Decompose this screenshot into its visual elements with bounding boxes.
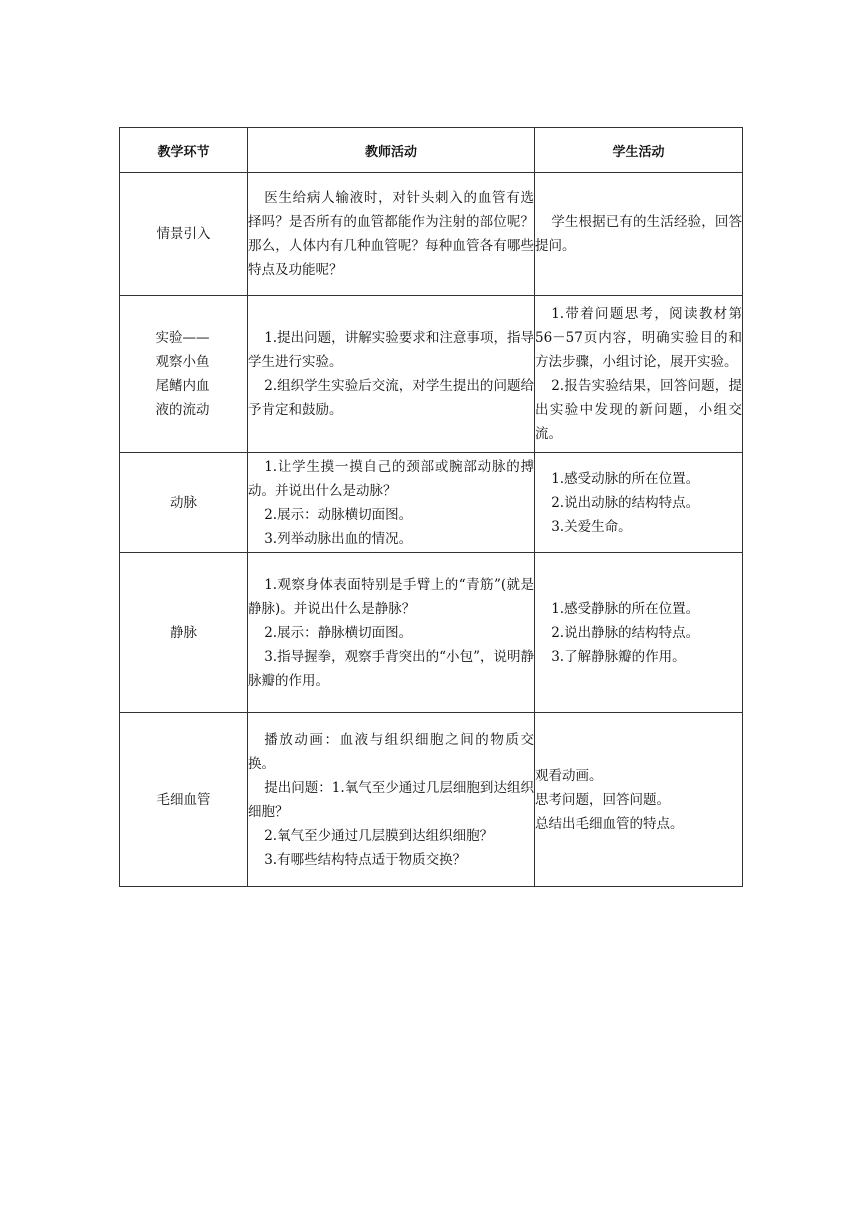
- teacher-paragraph: 播放动画：血液与组织细胞之间的物质交换。: [248, 731, 534, 772]
- teacher-paragraph: 医生给病人输液时，对针头刺入的血管有选择吗？是否所有的血管都能作为注射的部位呢？那么，人体内有几种血管呢？每种血管各有哪些特点及功能呢？: [248, 190, 534, 278]
- teacher-paragraph: 1.提出问题，讲解实验要求和注意事项，指导学生进行实验。: [248, 330, 534, 370]
- phase-cell: 动脉: [120, 453, 248, 553]
- phase-cell: 情景引入: [120, 173, 248, 296]
- phase-cell: 静脉: [120, 553, 248, 713]
- teacher-paragraph: 3.列举动脉出血的情况。: [264, 530, 413, 547]
- phase-line: 实验——: [155, 330, 210, 346]
- phase-text: [156, 326, 212, 422]
- student-paragraph: 1.感受动脉的所在位置。: [551, 470, 700, 487]
- teacher-paragraph: 1.观察身体表面特别是手臂上的“青筋”(就是静脉)。并说出什么是静脉？: [248, 576, 534, 617]
- teacher-activity-cell: [248, 296, 535, 453]
- table-row: [120, 713, 743, 887]
- phase-line: 尾鳍内血: [155, 378, 210, 394]
- student-paragraph: 3.了解静脉瓣的作用。: [551, 648, 686, 665]
- student-paragraph: 2.说出静脉的结构特点。: [551, 624, 700, 641]
- teacher-activity-cell: [248, 713, 535, 887]
- teacher-paragraph: 2.展示：静脉横切面图。: [264, 624, 413, 641]
- phase-cell: 毛细血管: [120, 713, 248, 887]
- teacher-paragraph: 3.有哪些结构特点适于物质交换？: [264, 851, 467, 868]
- student-paragraph: 1.感受静脉的所在位置。: [551, 600, 700, 617]
- student-paragraph: 3.关爱生命。: [551, 518, 632, 535]
- table-row: [120, 453, 743, 553]
- student-activity-cell: [535, 296, 743, 453]
- phase-cell: [120, 296, 248, 453]
- header-phase: 教学环节: [120, 128, 248, 173]
- teacher-paragraph: 3.指导握拳，观察手背突出的“小包”，说明静脉瓣的作用。: [248, 648, 534, 689]
- teacher-paragraph: 1.让学生摸一摸自己的颈部或腕部动脉的搏动。并说出什么是动脉？: [248, 458, 534, 499]
- student-paragraph: 2.报告实验结果，回答问题，提出实验中发现的新问题，小组交流。: [535, 378, 742, 442]
- header-student: 学生活动: [535, 128, 743, 173]
- header-teacher: 教师活动: [248, 128, 535, 173]
- teacher-activity-cell: [248, 553, 535, 713]
- teacher-paragraph: 2.氧气至少通过几层膜到达组织细胞？: [264, 827, 494, 844]
- table-row: [120, 553, 743, 713]
- student-activity-cell: [535, 453, 743, 553]
- student-activity-cell: [535, 553, 743, 713]
- student-paragraph: 学生根据已有的生活经验，回答提问。: [535, 214, 742, 254]
- teacher-paragraph: 提出问题：1.氧气至少通过几层细胞到达组织细胞？: [248, 779, 534, 820]
- phase-line: 液的流动: [155, 402, 210, 418]
- teacher-activity-cell: [248, 173, 535, 296]
- student-paragraph: 1.带着问题思考，阅读教材第56－57页内容，明确实验目的和方法步骤，小组讨论，展开实验。: [535, 306, 742, 370]
- student-activity-cell: [535, 713, 743, 887]
- table-row: [120, 296, 743, 453]
- teacher-paragraph: 2.组织学生实验后交流，对学生提出的问题给予肯定和鼓励。: [248, 378, 534, 418]
- student-activity-cell: [535, 173, 743, 296]
- phase-line: 观察小鱼: [155, 354, 210, 370]
- student-paragraph: 观看动画。: [535, 767, 603, 784]
- table-row: [120, 173, 743, 296]
- student-paragraph: 总结出毛细血管的特点。: [535, 815, 684, 832]
- teacher-paragraph: 2.展示：动脉横切面图。: [264, 506, 413, 523]
- header-row: [120, 128, 743, 173]
- student-paragraph: 思考问题，回答问题。: [535, 791, 670, 808]
- lesson-plan-table: [119, 127, 743, 887]
- teacher-activity-cell: [248, 453, 535, 553]
- student-paragraph: 2.说出动脉的结构特点。: [551, 494, 700, 511]
